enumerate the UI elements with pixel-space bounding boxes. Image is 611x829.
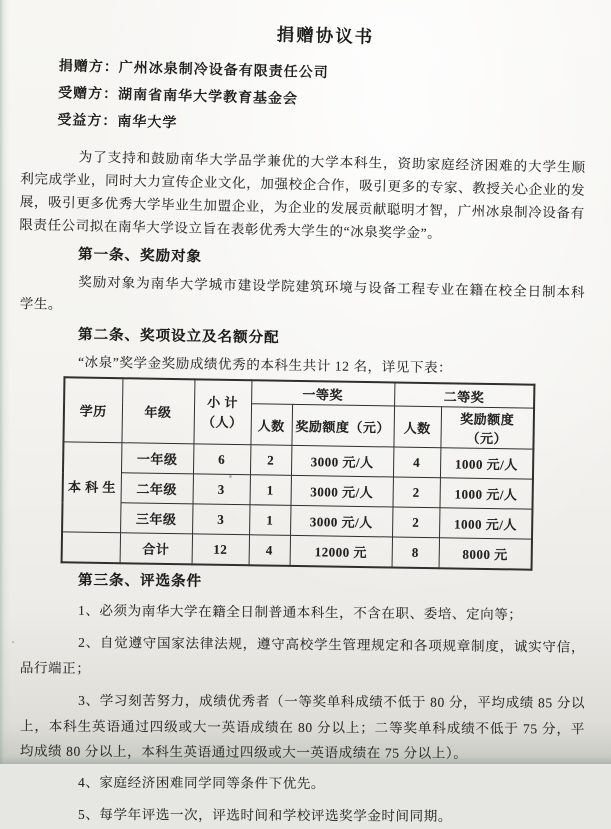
header-subtotal: [193, 379, 251, 444]
criteria-list: [20, 600, 585, 828]
criteria-item-4: 4、家庭经济困难同学同等条件下优先。: [77, 774, 326, 792]
cell-second-count: 8: [392, 537, 439, 568]
criteria-item-5: 5、每学年评选一次，评选时间和学校评选奖学金时间同期。: [77, 806, 452, 824]
cell-subtotal: 3: [192, 504, 249, 535]
criteria-item-1: 1、必须为南华大学在籍全日制普通本科生，不含在职、委培、定向等；: [77, 602, 523, 623]
document-title: 捐赠协议书: [276, 24, 375, 47]
paper-speck: [12, 641, 14, 643]
party-donor-value: 广州冰泉制冷设备有限责任公司: [118, 60, 329, 82]
cell-subtotal: 12: [192, 534, 249, 565]
criteria-item-3: 3、学习刻苦努力，成绩优秀者（一等奖单科成绩不低于 80 分，平均成绩 85 分以上，本科生英语通过四级或大一英语成绩在 80 分以上；二等奖单科成绩不低于 75 分，平均成绩 80 分以上，本科生英语通过四级或大一英语成绩在 75 分以上）。: [19, 692, 586, 761]
cell-second-count: 4: [393, 447, 440, 478]
party-recipient-value: 湖南省南华大学教育基金会: [117, 87, 299, 108]
header-second-amount: 奖励额度（元）: [440, 407, 534, 449]
article1-body: 奖励对象为南华大学城市建设学院建筑环境与设备工程专业在籍在校全日制本科学生。: [19, 274, 586, 312]
article2-intro: “冰泉”奖学金奖励成绩优秀的本科生共计 12 名，详见下表：: [77, 354, 453, 376]
header-subtotal-line2: （人）: [201, 413, 243, 430]
header-subtotal-line1: 小 计: [207, 394, 239, 410]
cell-degree-empty: [62, 532, 120, 563]
header-grade: 年级: [121, 378, 194, 444]
cell-first-amount: 3000 元/人: [291, 445, 393, 477]
header-first-prize: 一等奖: [251, 380, 394, 406]
cell-degree: 本 科 生: [62, 442, 121, 533]
scholarship-allocation-table: [61, 376, 536, 570]
cell-second-count: 2: [392, 507, 439, 538]
cell-second-amount: 1000 元/人: [439, 508, 532, 539]
cell-first-count: 2: [250, 445, 291, 476]
cell-first-count: 1: [250, 475, 291, 506]
cell-second-amount: 8000 元: [439, 538, 532, 570]
article3-heading: 第三条、评选条件: [77, 572, 203, 590]
paper-speck: [229, 475, 232, 478]
preamble-paragraph: 为了支持和鼓励南华大学品学兼优的大学本科生，资助家庭经济困难的大学生顺利完成学业，同时大力宣传企业文化，加强校企合作，吸引更多的专家、教授关心企业的发展，吸引更多优秀大学毕业生加盟企业，为企业的发展贡献聪明才智，广州冰泉制冷设备有限责任公司拟在南华大学设立旨在表彰优秀大学生的“冰泉奖学金”。: [19, 149, 586, 241]
header-first-amount: 奖励额度（元）: [291, 404, 394, 447]
header-degree: 学历: [63, 377, 122, 442]
party-beneficiary-value: 南华大学: [117, 114, 178, 132]
cell-grade: 三年级: [120, 503, 192, 534]
criteria-item-2: 2、自觉遵守国家法律法规，遵守高校学生管理规定和各项规章制度，诚实守信，品行端正；: [19, 634, 586, 675]
cell-second-count: 2: [393, 477, 440, 508]
cell-second-amount: 1000 元/人: [440, 448, 533, 479]
party-beneficiary-label: 受益方：: [57, 113, 118, 130]
table-row-total: [62, 532, 532, 570]
cell-grade: 合计: [120, 533, 192, 565]
article1-heading: 第一条、奖励对象: [77, 246, 203, 266]
header-second-prize: 二等奖: [394, 383, 534, 409]
party-donor-label: 捐赠方：: [58, 59, 119, 76]
cell-first-amount: 12000 元: [290, 535, 392, 567]
cell-second-amount: 1000 元/人: [439, 478, 532, 509]
party-recipient-label: 受赠方：: [57, 86, 119, 103]
cell-grade: 一年级: [121, 443, 193, 474]
cell-first-amount: 3000 元/人: [290, 475, 392, 507]
parties-block: [57, 53, 586, 148]
header-first-count: 人数: [250, 404, 292, 446]
cell-first-count: 1: [249, 505, 290, 536]
header-second-count: 人数: [393, 406, 441, 448]
cell-grade: 二年级: [121, 473, 193, 504]
cell-first-count: 4: [249, 535, 290, 566]
cell-subtotal: 6: [193, 444, 250, 475]
cell-first-amount: 3000 元/人: [290, 505, 392, 537]
cell-subtotal: 3: [193, 474, 250, 505]
article2-heading: 第二条、奖项设立及名额分配: [77, 327, 280, 347]
